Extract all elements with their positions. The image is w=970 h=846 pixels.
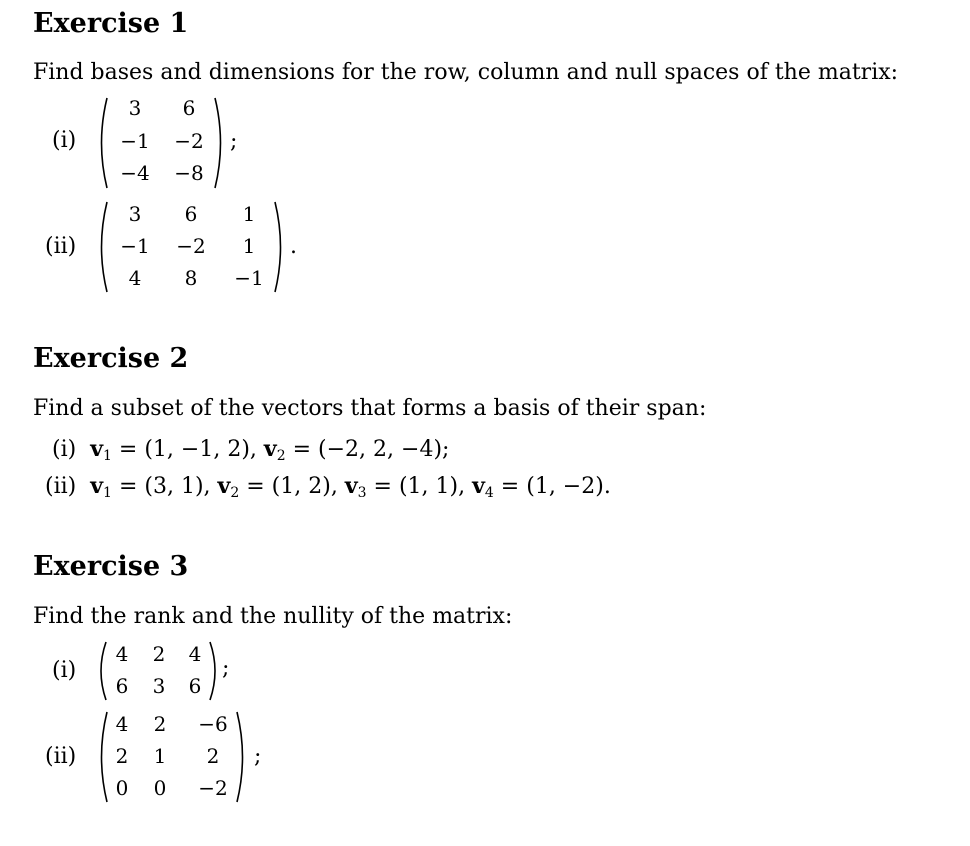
vector-symbol: v xyxy=(263,436,277,462)
matrix-cell: −1 xyxy=(120,234,150,258)
ex3-item-ii-label: (ii) xyxy=(45,744,77,769)
matrix-cell: 4 xyxy=(115,642,129,666)
vector-symbol: v xyxy=(90,436,103,462)
matrix-cell: 0 xyxy=(115,776,129,800)
vector-value: = (1, 2), xyxy=(239,474,345,499)
matrix-trail: . xyxy=(290,234,297,259)
vector-subscript: 2 xyxy=(276,448,286,464)
right-paren-icon xyxy=(234,710,250,804)
ex3-item-i-matrix xyxy=(94,640,264,704)
matrix-cell: −1 xyxy=(120,129,150,153)
exercise-1-title: Exercise 1 xyxy=(33,8,189,39)
right-paren-icon xyxy=(212,96,228,190)
exercise-2-title: Exercise 2 xyxy=(33,343,189,374)
ex1-item-i-label: (i) xyxy=(52,128,77,153)
matrix-cell: −2 xyxy=(198,776,228,800)
exercise-3-title: Exercise 3 xyxy=(33,551,189,582)
matrix-cell: 3 xyxy=(128,96,142,120)
exercise-3-prompt: Find the rank and the nullity of the matrix: xyxy=(33,604,513,629)
matrix-cell: 4 xyxy=(188,642,202,666)
matrix-cell: 1 xyxy=(153,744,167,768)
matrix-cell: 3 xyxy=(128,202,142,226)
vector-value: = (−2, 2, −4); xyxy=(285,437,450,462)
matrix-cell: −2 xyxy=(174,129,204,153)
right-paren-icon xyxy=(208,640,222,702)
exercise-2-prompt: Find a subset of the vectors that forms a basis of their span: xyxy=(33,396,707,421)
vector-symbol: v xyxy=(217,473,231,499)
vector-subscript: 2 xyxy=(230,485,240,501)
ex3-item-i-label: (i) xyxy=(52,658,77,683)
matrix-trail: ; xyxy=(230,129,238,154)
ex2-item-i xyxy=(52,436,449,462)
left-paren-icon xyxy=(94,96,110,190)
ex3-item-ii-matrix xyxy=(94,710,294,806)
vector-subscript: 3 xyxy=(357,485,367,501)
ex1-item-i-matrix xyxy=(94,96,244,192)
right-paren-icon xyxy=(272,200,288,294)
ex2-item-ii-label: (ii) xyxy=(45,474,77,499)
vector-subscript: 1 xyxy=(103,448,112,464)
vector-symbol: v xyxy=(344,473,358,499)
vector-subscript: 1 xyxy=(103,485,112,501)
matrix-cell: 4 xyxy=(115,712,129,736)
matrix-cell: 6 xyxy=(182,96,196,120)
ex2-item-ii xyxy=(45,473,611,499)
matrix-cell: −1 xyxy=(234,266,264,290)
matrix-cell: 0 xyxy=(153,776,167,800)
vector-value: = (1, −2). xyxy=(493,474,611,499)
vector-symbol: v xyxy=(90,473,104,499)
matrix-cell: −4 xyxy=(120,161,150,185)
left-paren-icon xyxy=(94,200,110,294)
matrix-cell: 2 xyxy=(206,744,220,768)
matrix-cell: 2 xyxy=(152,642,166,666)
matrix-cell: −8 xyxy=(174,161,204,185)
matrix-cell: −6 xyxy=(198,712,228,736)
vector-value: = (1, 1), xyxy=(366,474,473,499)
vector-value: = (3, 1), xyxy=(111,474,218,499)
ex1-item-ii-matrix xyxy=(94,200,314,296)
vector-value: = (1, −1, 2), xyxy=(111,437,264,462)
left-paren-icon xyxy=(94,640,108,702)
matrix-cell: 6 xyxy=(184,202,198,226)
matrix-cell: 6 xyxy=(115,674,129,698)
matrix-cell: 8 xyxy=(184,266,198,290)
vector-subscript: 4 xyxy=(484,485,494,501)
matrix-cell: 6 xyxy=(188,674,202,698)
ex2-item-i-label: (i) xyxy=(52,437,77,462)
matrix-cell: 4 xyxy=(128,266,142,290)
matrix-cell: 2 xyxy=(115,744,129,768)
ex1-item-ii-label: (ii) xyxy=(45,234,77,259)
exercise-1-prompt: Find bases and dimensions for the row, column and null spaces of the matrix: xyxy=(33,60,899,85)
matrix-trail: ; xyxy=(222,656,230,681)
matrix-cell: 1 xyxy=(242,202,256,226)
vector-symbol: v xyxy=(472,473,485,499)
matrix-cell: 2 xyxy=(153,712,167,736)
matrix-cell: 1 xyxy=(242,234,256,258)
matrix-cell: 3 xyxy=(152,674,166,698)
matrix-cell: −2 xyxy=(176,234,206,258)
matrix-trail: ; xyxy=(254,744,262,769)
